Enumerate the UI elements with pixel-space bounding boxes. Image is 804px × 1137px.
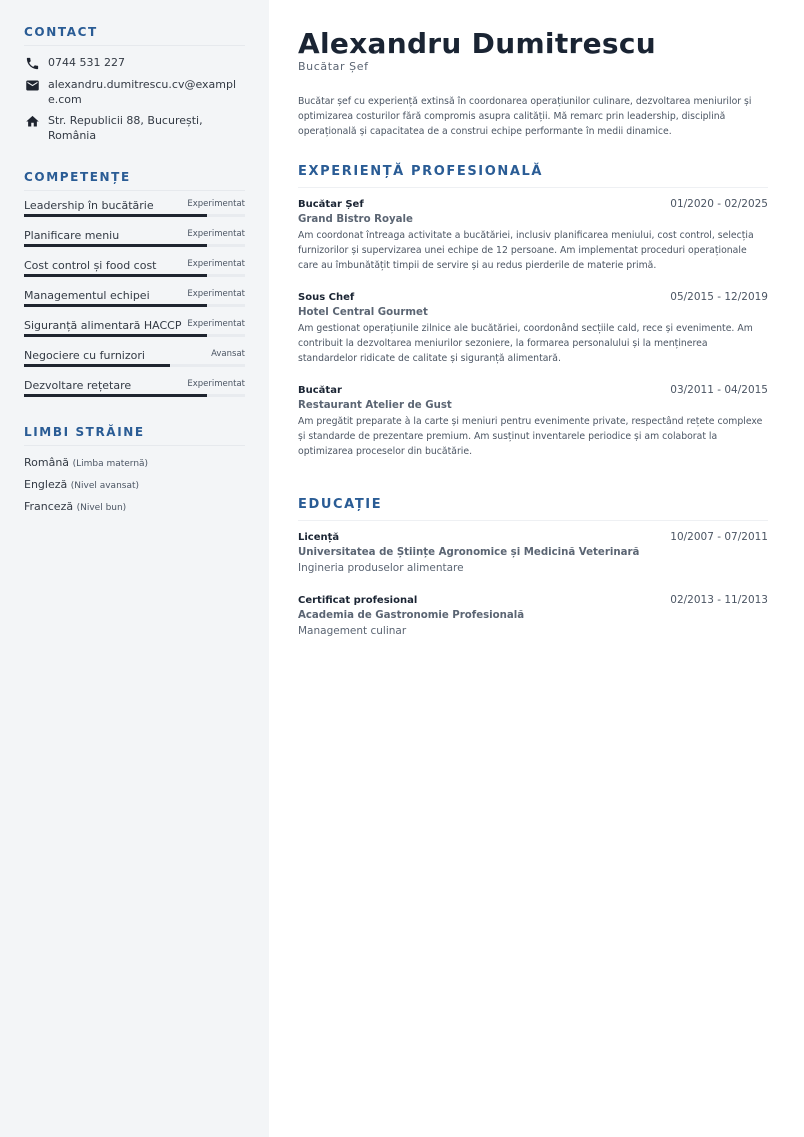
skill-bar: [24, 334, 245, 337]
skill-bar-fill: [24, 394, 207, 397]
skill-bar-fill: [24, 214, 207, 217]
date-range: 05/2015 - 12/2019: [670, 291, 768, 303]
language-name: Franceză: [24, 500, 74, 513]
email-icon: [24, 77, 40, 93]
date-range: 01/2020 - 02/2025: [670, 198, 768, 210]
field-of-study: Ingineria produselor alimentare: [298, 562, 464, 574]
home-icon: [24, 113, 40, 129]
experience-entry: [298, 290, 768, 366]
education-section: [298, 497, 768, 639]
skill-item: [24, 191, 245, 221]
skill-name: Negociere cu furnizori: [24, 349, 145, 362]
position-title: Sous Chef: [298, 292, 355, 303]
institution: Academia de Gastronomie Profesională: [298, 610, 525, 621]
skill-bar: [24, 274, 245, 277]
degree: Certificat profesional: [298, 595, 418, 606]
skill-item: [24, 311, 245, 341]
address: Str. Republicii 88, București, România: [48, 114, 203, 142]
position-title: Bucătar Șef: [298, 199, 364, 210]
employer: Grand Bistro Royale: [298, 214, 413, 225]
skill-bar: [24, 214, 245, 217]
date-range: 10/2007 - 07/2011: [670, 531, 768, 543]
skill-name: Cost control și food cost: [24, 259, 157, 272]
date-range: 02/2013 - 11/2013: [670, 594, 768, 606]
skill-bar-fill: [24, 274, 207, 277]
skill-name: Dezvoltare rețetare: [24, 379, 132, 392]
email-address[interactable]: alexandru.dumitrescu.cv@example.com: [48, 78, 237, 106]
skill-item: [24, 341, 245, 371]
job-description: Am gestionat operațiunile zilnice ale bucătăriei, coordonând secțiile cald, rece și evenimente. Am contribuit la dezvoltarea meniurilor sezoniere, la formarea personalului și la menținerea standardelor ridicate de calitate și siguranță alimentară.: [298, 323, 753, 364]
skill-level: Experimentat: [187, 229, 245, 239]
skill-bar: [24, 394, 245, 397]
skill-name: Planificare meniu: [24, 229, 120, 242]
skill-level: Experimentat: [187, 379, 245, 389]
skill-bar: [24, 304, 245, 307]
profile-summary: Bucătar șef cu experiență extinsă în coordonarea operațiunilor culinare, dezvoltarea meniurilor și optimizarea costurilor fără compromis asupra calității. Mă remarc prin leadership, disciplină operațională și capacitatea de a construi echipe performante în medii dinamice.: [298, 96, 752, 137]
skill-level: Experimentat: [187, 319, 245, 329]
education-entry: [298, 593, 768, 639]
languages-heading: LIMBI STRĂINE: [24, 425, 245, 446]
skill-level: Avansat: [211, 349, 245, 359]
employer: Hotel Central Gourmet: [298, 307, 428, 318]
phone-icon: [24, 55, 40, 71]
skill-level: Experimentat: [187, 199, 245, 209]
education-entry: [298, 530, 768, 576]
skill-bar-fill: [24, 364, 170, 367]
skill-item: [24, 251, 245, 281]
skill-item: [24, 221, 245, 251]
language-level: (Nivel avansat): [70, 481, 140, 491]
skill-level: Experimentat: [187, 289, 245, 299]
language-item: [24, 456, 245, 471]
skill-item: [24, 281, 245, 311]
languages-section: [24, 425, 245, 515]
skill-bar-fill: [24, 304, 207, 307]
job-description: Am pregătit preparate à la carte și meniuri pentru evenimente private, respectând rețete complexe și standarde de prezentare premium. Am susținut inventarele periodice și am colaborat la optimizarea proceselor din bucătărie.: [298, 416, 763, 457]
experience-heading: EXPERIENȚĂ PROFESIONALĂ: [298, 164, 768, 188]
contact-address: [24, 113, 245, 143]
date-range: 03/2011 - 04/2015: [670, 384, 768, 396]
sidebar: [0, 0, 269, 1137]
institution: Universitatea de Științe Agronomice și Medicină Veterinară: [298, 547, 640, 558]
skill-bar: [24, 244, 245, 247]
language-name: Română: [24, 456, 70, 469]
field-of-study: Management culinar: [298, 625, 407, 637]
phone-number[interactable]: 0744 531 227: [48, 56, 125, 69]
skill-name: Siguranță alimentară HACCP: [24, 319, 182, 332]
language-item: [24, 478, 245, 493]
skill-name: Managementul echipei: [24, 289, 150, 302]
language-name: Engleză: [24, 478, 68, 491]
skills-list: [24, 191, 245, 401]
language-item: [24, 500, 245, 515]
skill-bar-fill: [24, 334, 207, 337]
experience-entry: [298, 383, 768, 459]
degree: Licență: [298, 532, 340, 543]
employer: Restaurant Atelier de Gust: [298, 400, 452, 411]
position-title: Bucătar: [298, 385, 342, 396]
skill-level: Experimentat: [187, 259, 245, 269]
job-title: Bucătar Șef: [298, 60, 369, 73]
contact-heading: CONTACT: [24, 25, 245, 46]
contact-section: [24, 25, 245, 143]
skill-bar: [24, 364, 245, 367]
main-content: [269, 0, 804, 1137]
contact-email: [24, 77, 245, 107]
experience-section: [298, 164, 768, 459]
skills-section: [24, 170, 245, 401]
skill-item: [24, 371, 245, 401]
candidate-name: Alexandru Dumitrescu: [298, 27, 657, 60]
education-heading: EDUCAȚIE: [298, 497, 768, 521]
language-level: (Limba maternă): [72, 459, 149, 469]
skill-bar-fill: [24, 244, 207, 247]
contact-phone: [24, 55, 245, 71]
language-level: (Nivel bun): [76, 503, 127, 513]
skill-name: Leadership în bucătărie: [24, 199, 154, 212]
experience-entry: [298, 197, 768, 273]
resume-header: [298, 27, 768, 139]
job-description: Am coordonat întreaga activitate a bucătăriei, inclusiv planificarea meniului, cost control, selecția furnizorilor și supervizarea unei echipe de 12 persoane. Am implementat proceduri operaționale care au îmbunătățit timpii de servire și au redus pierderile de materie primă.: [298, 230, 754, 271]
skills-heading: COMPETENȚE: [24, 170, 245, 191]
